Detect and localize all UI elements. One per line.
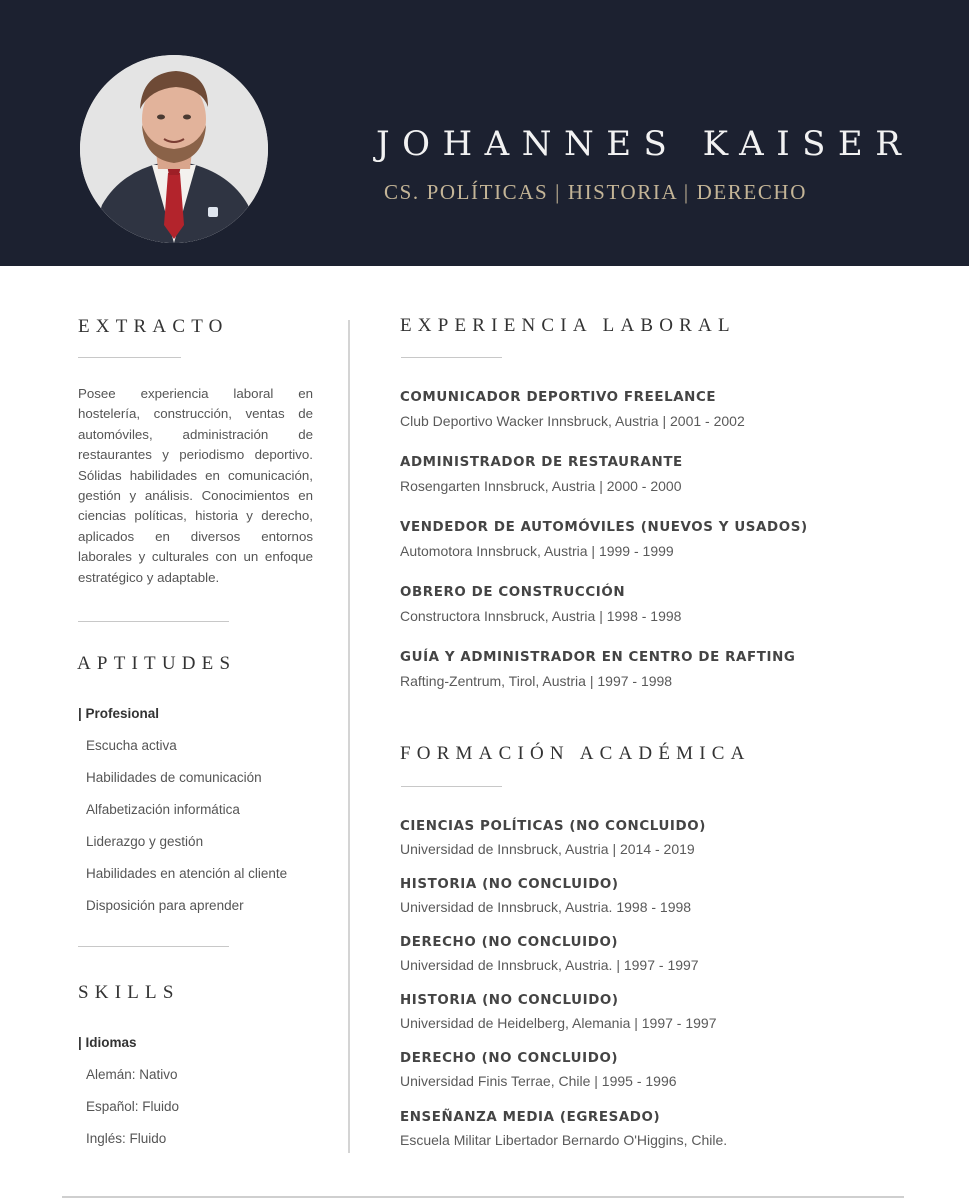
section-title-skills: SKILLS [78,982,180,1003]
aptitude-item: Disposición para aprender [86,898,244,913]
aptitude-item: Habilidades de comunicación [86,770,262,785]
language-item: Español: Fluido [86,1099,180,1114]
education-title: HISTORIA (NO CONCLUIDO) [400,993,619,1008]
section-title-extracto: EXTRACTO [78,316,229,337]
section-rule [78,357,181,358]
section-divider [78,946,229,947]
job-title: ADMINISTRADOR DE RESTAURANTE [400,455,683,470]
language-item: Alemán: Nativo [86,1067,178,1082]
section-divider [78,621,229,622]
person-portrait-icon [80,55,268,243]
job-title: COMUNICADOR DEPORTIVO FREELANCE [400,390,717,405]
job-details: Club Deportivo Wacker Innsbruck, Austria | 2001 - 2002 [400,413,745,429]
column-divider [348,320,350,1153]
job-details: Automotora Innsbruck, Austria | 1999 - 1999 [400,543,674,559]
education-title: CIENCIAS POLÍTICAS (NO CONCLUIDO) [400,819,706,834]
section-title-experiencia: EXPERIENCIA LABORAL [400,315,736,336]
header-banner [0,0,969,266]
language-item: Inglés: Fluido [86,1131,167,1146]
section-title-aptitudes: APTITUDES [77,653,237,674]
education-details: Universidad de Innsbruck, Austria. 1998 - 1998 [400,899,692,915]
aptitude-item: Liderazgo y gestión [86,834,204,849]
education-title: DERECHO (NO CONCLUIDO) [400,1051,619,1066]
education-details: Escuela Militar Libertador Bernardo O'Higgins, Chile. [400,1132,728,1148]
footer-rule [62,1196,904,1198]
education-title: ENSEÑANZA MEDIA (EGRESADO) [400,1110,661,1125]
job-title: VENDEDOR DE AUTOMÓVILES (NUEVOS Y USADOS) [400,520,808,535]
education-title: HISTORIA (NO CONCLUIDO) [400,877,619,892]
aptitudes-group-label: | Profesional [78,706,160,721]
job-title: GUÍA Y ADMINISTRADOR EN CENTRO DE RAFTING [400,650,796,665]
skills-group-label: | Idiomas [78,1035,137,1050]
job-title: OBRERO DE CONSTRUCCIÓN [400,585,626,600]
summary-text: Posee experiencia laboral en hostelería, construcción, ventas de automóviles, administración de restaurantes y periodismo deportivo. Sólidas habilidades en comunicación, gestión y análisis. Conocimientos en ciencias políticas, historia y derecho, aplicados en diversos entornos laborales y culturales con un enfoque estratégico y adaptable. [78,386,313,585]
section-rule [401,357,502,358]
education-title: DERECHO (NO CONCLUIDO) [400,935,619,950]
aptitude-item: Habilidades en atención al cliente [86,866,288,881]
education-details: Universidad de Heidelberg, Alemania | 1997 - 1997 [400,1015,717,1031]
education-details: Universidad de Innsbruck, Austria. | 1997 - 1997 [400,957,699,973]
profile-photo [80,55,268,243]
job-details: Constructora Innsbruck, Austria | 1998 - 1998 [400,608,682,624]
section-title-formacion: FORMACIÓN ACADÉMICA [400,743,751,764]
job-details: Rafting-Zentrum, Tirol, Austria | 1997 - 1998 [400,673,673,689]
candidate-name: JOHANNES KAISER [376,124,914,164]
education-details: Universidad de Innsbruck, Austria | 2014 - 2019 [400,841,695,857]
candidate-subtitle: CS. POLÍTICAS | HISTORIA | DERECHO [384,180,807,204]
section-rule [401,786,502,787]
aptitude-item: Alfabetización informática [86,802,240,817]
job-details: Rosengarten Innsbruck, Austria | 2000 - 2000 [400,478,682,494]
aptitude-item: Escucha activa [86,738,177,753]
education-details: Universidad Finis Terrae, Chile | 1995 - 1996 [400,1073,677,1089]
